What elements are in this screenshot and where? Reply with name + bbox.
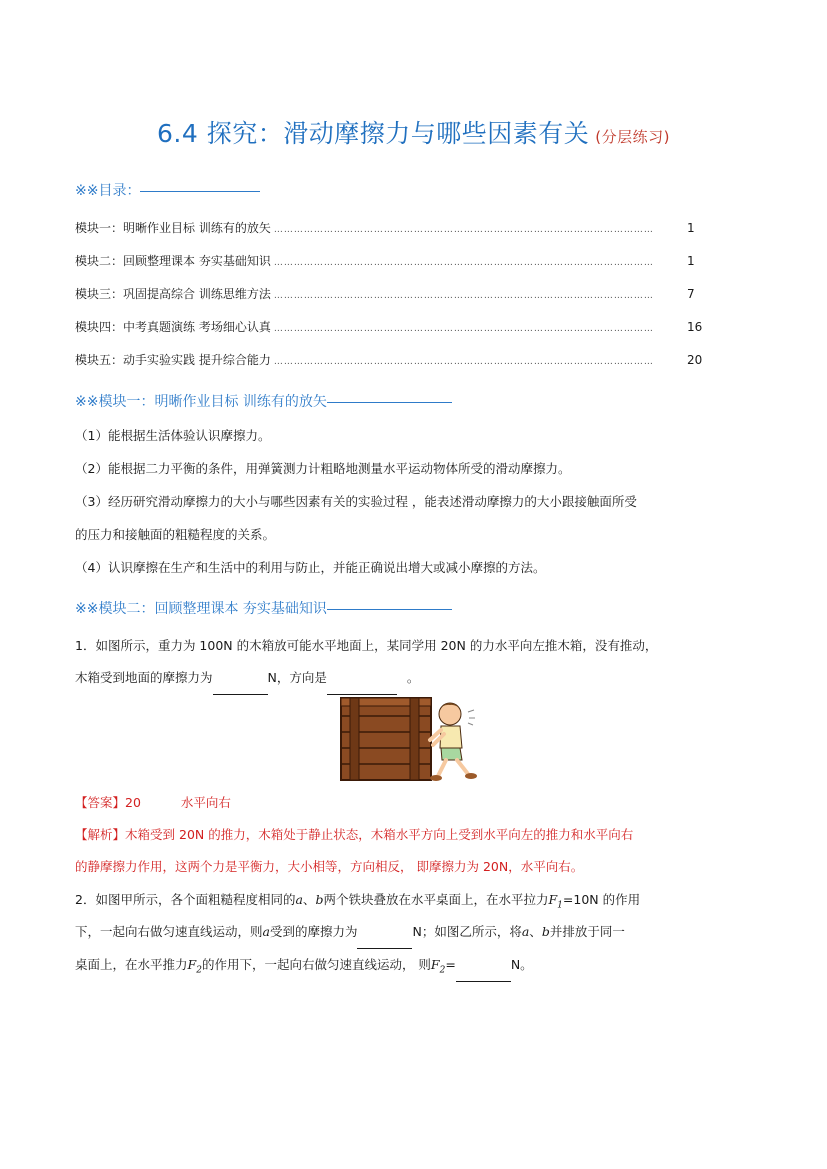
- heading-rule: [327, 609, 452, 610]
- wooden-crate-icon: [341, 698, 431, 780]
- var-b: b: [541, 924, 550, 939]
- toc-item[interactable]: [75, 351, 715, 368]
- page-title: [0, 114, 827, 150]
- q1-answer: [75, 787, 755, 819]
- q2-text: N。: [510, 957, 533, 972]
- goal-line: （1）能根据生活体验认识摩擦力。: [75, 428, 271, 443]
- toc-item-page: 1: [687, 254, 695, 268]
- toc-item-page: 16: [687, 320, 703, 334]
- q2-text: 受到的摩擦力为: [269, 924, 358, 939]
- toc-item-label: 模块四：中考真题演练 考场细心认真: [75, 320, 271, 334]
- q1-text: 。: [406, 670, 420, 685]
- analysis-label: 【解析】: [75, 827, 126, 842]
- module1-heading-label: ※※模块一：明晰作业目标 训练有的放矢: [75, 394, 327, 410]
- module1-heading: [75, 391, 452, 411]
- var-f2: F: [430, 957, 440, 972]
- q2-line2: [75, 916, 755, 949]
- q2-text: 桌面上，在水平推力: [75, 957, 188, 972]
- q1-line1: 1．如图所示，重力为 100N 的木箱放可能水平地面上，某同学用 20N 的力水平向左推木箱，没有推动，: [75, 638, 658, 653]
- goal-line: （3）经历研究滑动摩擦力的大小与哪些因素有关的实验过程 ，能表述滑动摩擦力的大小跟接触面所受: [75, 494, 637, 509]
- toc-dots: ……………………………………………………………………………………………………: [273, 291, 654, 301]
- q1-unit: N: [267, 670, 277, 685]
- q2-text: N；如图乙所示，将: [412, 924, 522, 939]
- var-f1-sub: 1: [557, 900, 563, 911]
- toc-item-label: 模块二：回顾整理课本 夯实基础知识: [75, 254, 271, 268]
- toc-item[interactable]: [75, 252, 715, 269]
- heading-rule: [140, 191, 260, 192]
- answer-blank[interactable]: [213, 662, 268, 695]
- var-f2-sub: 2: [439, 965, 446, 976]
- var-f2-sub: 2: [196, 965, 202, 976]
- q2-text: =10N 的作用: [562, 892, 641, 907]
- toc-dots: ……………………………………………………………………………………………………: [273, 324, 654, 334]
- toc-heading-label: ※※目录：: [75, 183, 141, 199]
- answer-value: 20: [125, 795, 141, 810]
- q2-text: 并排放于同一: [549, 924, 625, 939]
- goal-line: （2）能根据二力平衡的条件，用弹簧测力计粗略地测量水平运动物体所受的滑动摩擦力。: [75, 461, 571, 476]
- answer-label: 【答案】: [75, 795, 126, 810]
- toc-dots: ……………………………………………………………………………………………………: [273, 225, 654, 235]
- toc-item-page: 1: [687, 221, 695, 235]
- q2-text: 的作用下，一起向右做匀速直线运动， 则: [201, 957, 431, 972]
- analysis-text: 木箱受到 20N 的推力，木箱处于静止状态，木箱水平方向上受到水平向左的推力和水平向右: [125, 827, 634, 842]
- q2-text: 两个铁块叠放在水平桌面上，在水平拉力: [323, 892, 549, 907]
- q1-text: 木箱受到地面的摩擦力为: [75, 670, 213, 685]
- toc-item[interactable]: [75, 318, 715, 335]
- q2-text: 下，一起向右做匀速直线运动，则: [75, 924, 263, 939]
- toc-heading: [75, 180, 260, 200]
- goal-line: （4）认识摩擦在生产和生活中的利用与防止，并能正确说出增大或减小摩擦的方法。: [75, 560, 546, 575]
- toc-item-label: 模块一：明晰作业目标 训练有的放矢: [75, 221, 271, 235]
- crate-pushing-figure: [338, 690, 488, 785]
- answer-blank[interactable]: [357, 916, 412, 949]
- toc-item[interactable]: [75, 219, 715, 236]
- toc-dots: ……………………………………………………………………………………………………: [273, 258, 654, 268]
- answer-blank[interactable]: [456, 949, 511, 982]
- module2-heading-label: ※※模块二：回顾整理课本 夯实基础知识: [75, 601, 327, 617]
- q2-text: 2．如图甲所示，各个面粗糙程度相同的: [75, 892, 296, 907]
- var-f1: F: [548, 892, 558, 907]
- answer-value: 水平向右: [180, 795, 231, 810]
- toc-item[interactable]: [75, 285, 715, 302]
- toc-item-label: 模块五：动手实验实践 提升综合能力: [75, 353, 271, 367]
- q1-analysis-cont: 的静摩擦力作用，这两个力是平衡力，大小相等，方向相反， 即摩擦力为 20N，水平向右。: [75, 859, 584, 874]
- var-f2: F: [187, 957, 197, 972]
- q2-line3: [75, 949, 755, 987]
- q1-analysis: [75, 819, 755, 851]
- toc-item-page: 20: [687, 353, 703, 367]
- title-sub: (分层练习): [595, 128, 670, 146]
- heading-rule: [327, 402, 452, 403]
- var-a: a: [295, 892, 303, 907]
- module2-heading: [75, 598, 452, 618]
- q2-text: 、: [529, 924, 542, 939]
- goal-line: 的压力和接触面的粗糙程度的关系。: [75, 527, 276, 542]
- q1-text: ，方向是: [276, 670, 327, 685]
- var-b: b: [315, 892, 324, 907]
- toc-dots: ……………………………………………………………………………………………………: [273, 357, 654, 367]
- toc-item-page: 7: [687, 287, 695, 301]
- var-a: a: [262, 924, 270, 939]
- q2-text: =: [445, 957, 456, 972]
- q2-text: 、: [302, 892, 316, 907]
- title-main: 6.4 探究：滑动摩擦力与哪些因素有关: [157, 119, 590, 148]
- boy-icon: [430, 703, 477, 781]
- var-a: a: [521, 924, 530, 939]
- toc-item-label: 模块三：巩固提高综合 训练思维方法: [75, 287, 271, 301]
